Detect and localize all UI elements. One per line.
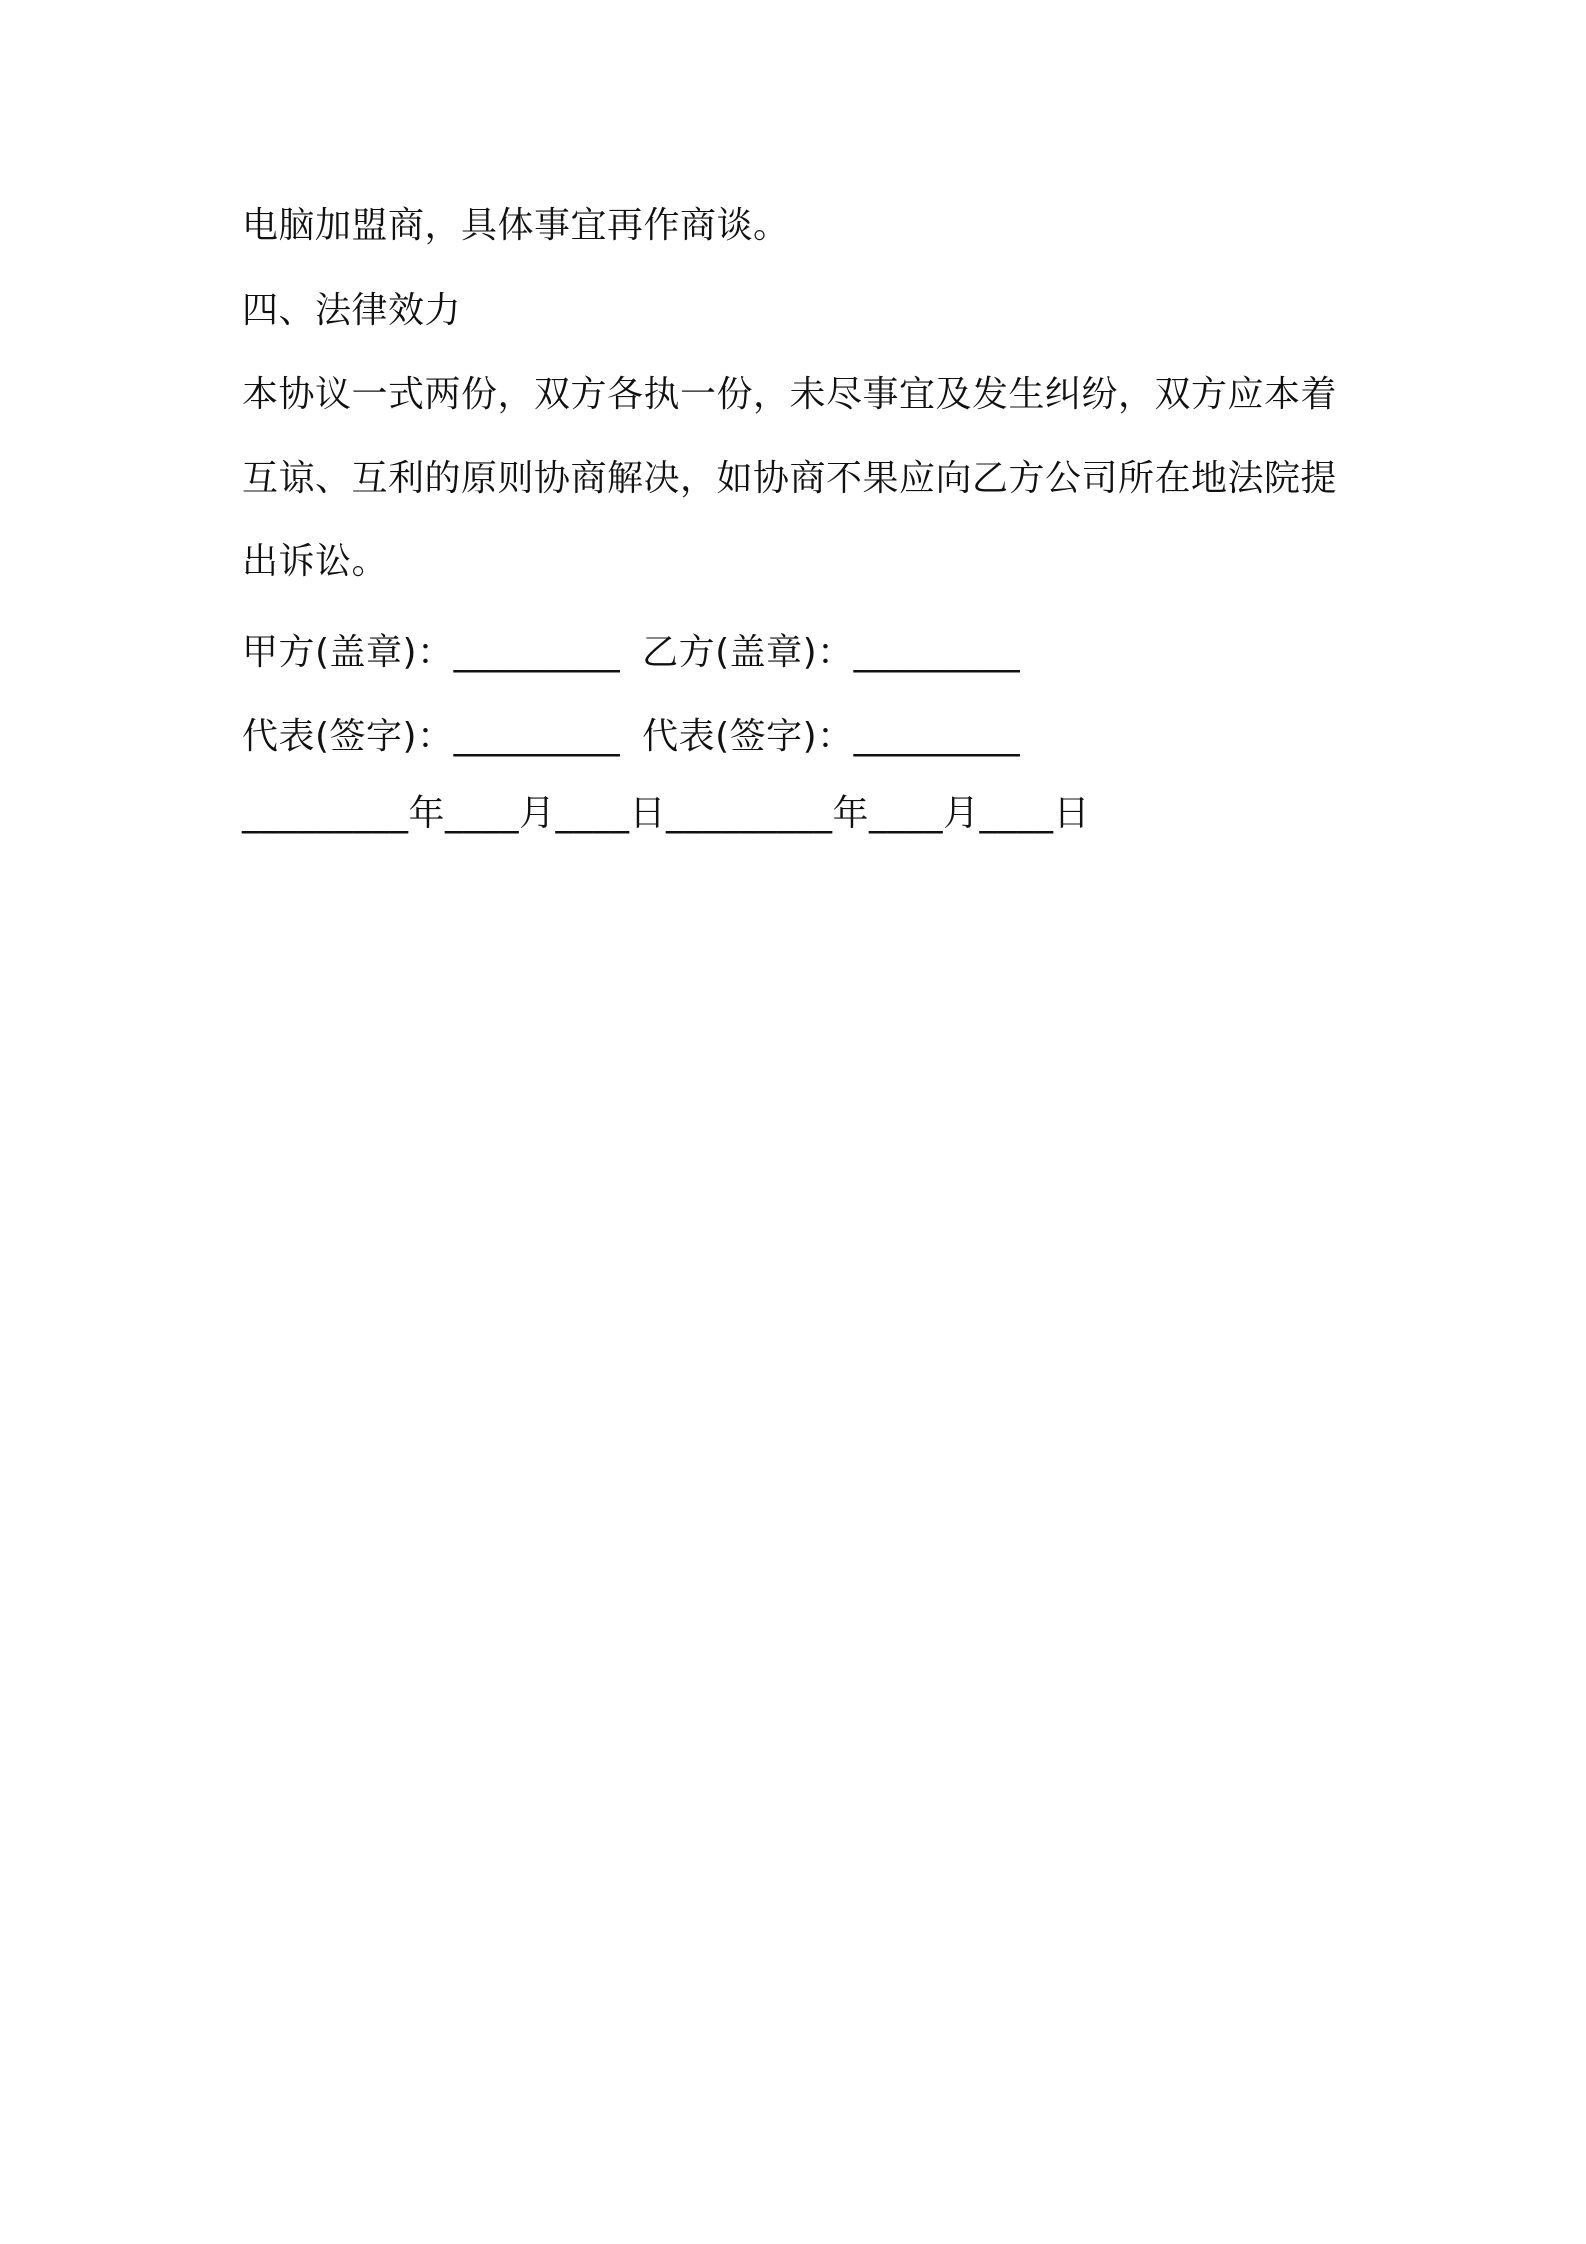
party-a-date-field: _________年____月____日 [242, 793, 666, 834]
paragraph-line: 出诉讼。 [242, 541, 389, 582]
party-a-seal-field: 甲方(盖章)：_________ [242, 632, 621, 673]
paragraph-continuation: 电脑加盟商，具体事宜再作商谈。 [242, 205, 790, 246]
paragraph-line: 互谅、互利的原则协商解决，如协商不果应向乙方公司所在地法院提 [242, 458, 1338, 499]
date-row [242, 790, 1090, 838]
representative-row [242, 713, 1020, 761]
party-b-date-field: _________年____月____日 [666, 793, 1090, 834]
party-b-rep-field: 代表(签字)：_________ [642, 716, 1021, 757]
seal-row [242, 629, 1020, 677]
paragraph-line: 本协议一式两份，双方各执一份，未尽事宜及发生纠纷，双方应本着 [242, 374, 1338, 415]
party-b-seal-field: 乙方(盖章)：_________ [642, 632, 1021, 673]
party-a-rep-field: 代表(签字)：_________ [242, 716, 621, 757]
section-heading-legal-effect: 四、法律效力 [242, 290, 462, 331]
